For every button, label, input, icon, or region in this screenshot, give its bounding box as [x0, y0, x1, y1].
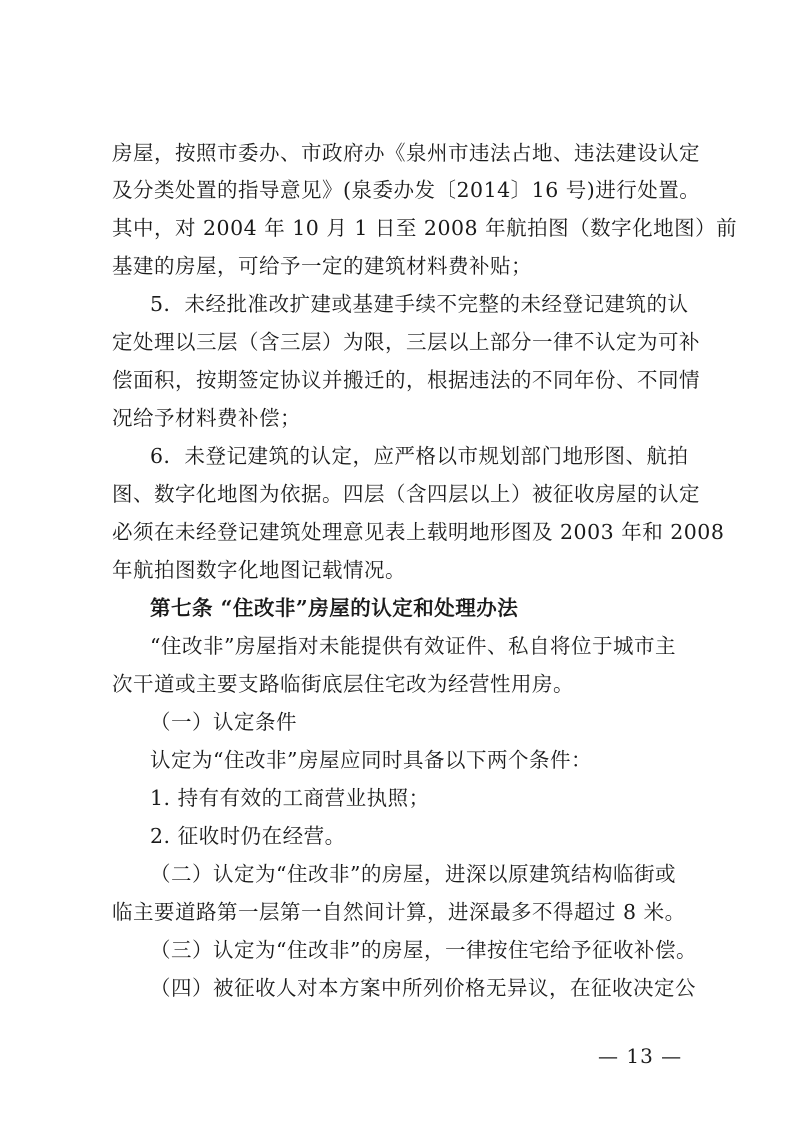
- clause-4-start: （四）被征收人对本方案中所列价格无异议，在征收决定公: [150, 976, 696, 1000]
- section-subheading: （一）认定条件: [150, 710, 297, 734]
- body-text-line: 必须在未经登记建筑处理意见表上载明地形图及 2003 年和 2008: [112, 520, 725, 544]
- paragraph-start: “住改非”房屋指对未能提供有效证件、私自将位于城市主: [150, 634, 676, 658]
- body-text-line: 及分类处置的指导意见》(泉委办发〔2014〕16 号)进行处置。: [112, 178, 701, 202]
- list-item-5-start: 5．未经批准改扩建或基建手续不完整的未经登记建筑的认: [150, 292, 689, 316]
- page-number: — 13 —: [598, 1044, 683, 1068]
- condition-item-2: 2. 征收时仍在经营。: [150, 824, 346, 848]
- clause-3: （三）认定为“住改非”的房屋，一律按住宅给予征收补偿。: [150, 938, 697, 962]
- body-text-line: 基建的房屋，可给予一定的建筑材料费补贴；: [112, 254, 532, 278]
- body-text-line: 房屋，按照市委办、市政府办《泉州市违法占地、违法建设认定: [112, 141, 700, 165]
- body-text-line: 临主要道路第一层第一自然间计算，进深最多不得超过 8 米。: [112, 900, 686, 924]
- body-text-line: 况给予材料费补偿；: [112, 406, 301, 430]
- clause-2-start: （二）认定为“住改非”的房屋，进深以原建筑结构临街或: [150, 862, 676, 886]
- body-text-line: 次干道或主要支路临街底层住宅改为经营性用房。: [112, 672, 574, 696]
- body-text-line: 定处理以三层（含三层）为限，三层以上部分一律不认定为可补: [112, 330, 700, 354]
- body-text-line: 偿面积，按期签定协议并搬迁的，根据违法的不同年份、不同情: [112, 368, 700, 392]
- body-text-line: 图、数字化地图为依据。四层（含四层以上）被征收房屋的认定: [112, 482, 700, 506]
- condition-item-1: 1. 持有有效的工商营业执照；: [150, 786, 430, 810]
- body-text-line: 年航拍图数字化地图记载情况。: [112, 558, 406, 582]
- body-text-line: 其中，对 2004 年 10 月 1 日至 2008 年航拍图（数字化地图）前: [112, 216, 738, 240]
- list-item-6-start: 6．未登记建筑的认定，应严格以市规划部门地形图、航拍: [150, 444, 689, 468]
- paragraph-start: 认定为“住改非”房屋应同时具备以下两个条件：: [150, 748, 592, 772]
- article-heading: 第七条 “住改非”房屋的认定和处理办法: [150, 596, 519, 620]
